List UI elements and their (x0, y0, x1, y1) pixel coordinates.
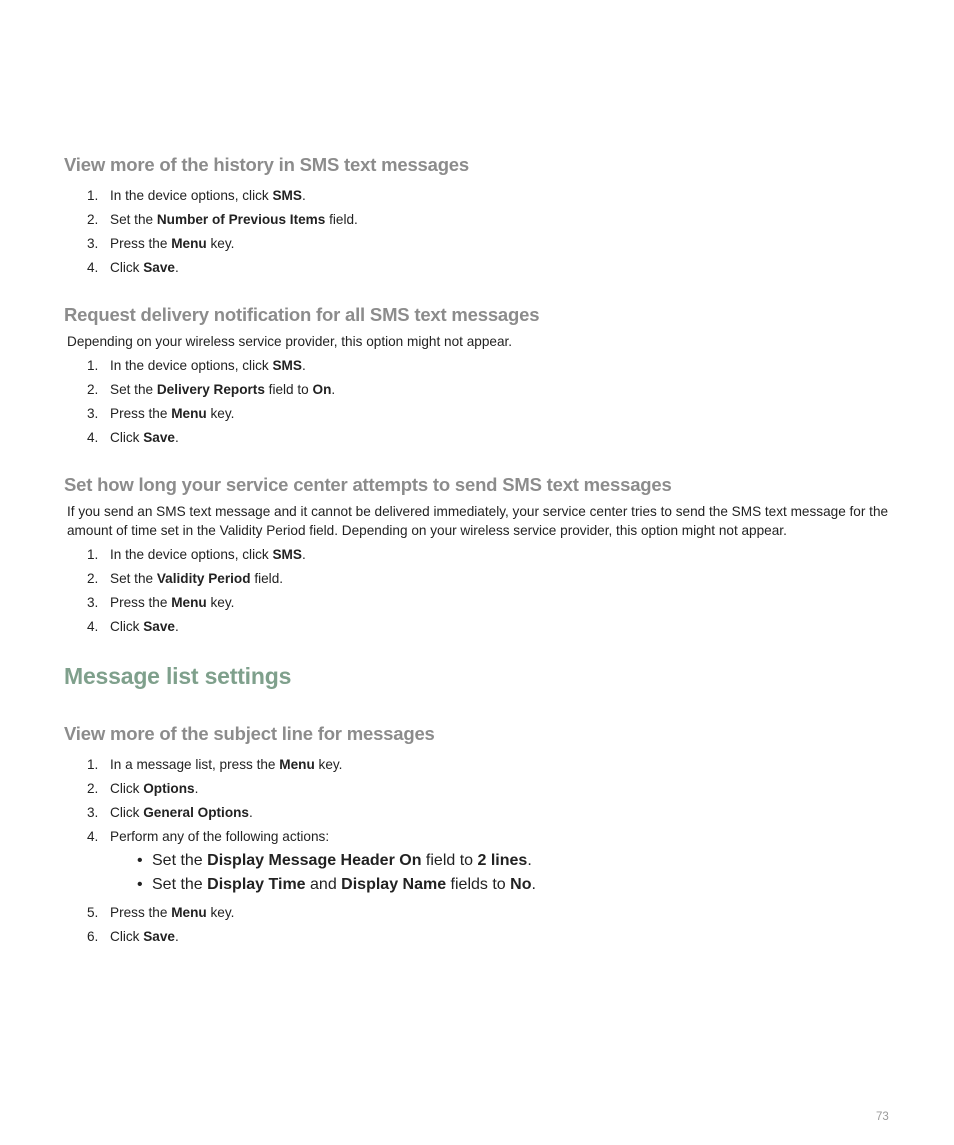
steps-subject-line (64, 753, 342, 849)
heading-validity-period: Set how long your service center attempts to send SMS text messages (64, 474, 672, 495)
bullet-item: • Set the Display Message Header On field to 2 lines. (110, 849, 536, 873)
heading-subject-line: View more of the subject line for messages (64, 723, 435, 744)
heading-delivery-notification: Request delivery notification for all SMS text messages (64, 304, 540, 325)
list-item: 2. Set the Delivery Reports field to On. (87, 382, 336, 397)
steps-sms-history (64, 184, 358, 280)
list-item: 2. Click Options. (87, 781, 199, 796)
list-item: 4. Click Save. (87, 260, 179, 275)
bullet-glyph: • (137, 852, 143, 869)
list-item: 2. Set the Validity Period field. (87, 571, 284, 586)
list-item: 6. Click Save. (87, 929, 179, 944)
bullet-glyph: • (137, 876, 143, 893)
list-item: 4. Click Save. (87, 619, 179, 634)
list-item: 3. Press the Menu key. (87, 406, 235, 421)
section-title: Message list settings (64, 663, 292, 689)
list-item: 4. Perform any of the following actions: (87, 829, 330, 844)
list-item: 5. Press the Menu key. (87, 905, 235, 920)
bullet-list-actions (110, 849, 536, 897)
list-item: 1. In the device options, click SMS. (87, 358, 306, 373)
list-item: 3. Press the Menu key. (87, 236, 235, 251)
steps-validity-period (64, 543, 306, 639)
intro-validity-period: If you send an SMS text message and it cannot be delivered immediately, your service center tries to send the SMS text message for the amount of time set in the Validity Period field. Depending on your wireless service provider, this option might not appear. (67, 504, 889, 538)
page-number: 73 (876, 1111, 889, 1123)
list-item: 1. In a message list, press the Menu key. (87, 757, 343, 772)
list-item: 2. Set the Number of Previous Items field. (87, 212, 358, 227)
list-item: 1. In the device options, click SMS. (87, 188, 306, 203)
steps-subject-line-continued (64, 901, 234, 949)
bullet-item: • Set the Display Time and Display Name fields to No. (110, 873, 536, 897)
steps-delivery-notification (64, 354, 335, 450)
list-item: 4. Click Save. (87, 430, 179, 445)
list-item: 3. Click General Options. (87, 805, 253, 820)
list-item: 1. In the device options, click SMS. (87, 547, 306, 562)
intro-delivery-notification: Depending on your wireless service provider, this option might not appear. (67, 334, 513, 349)
heading-sms-history: View more of the history in SMS text messages (64, 154, 469, 175)
list-item: 3. Press the Menu key. (87, 595, 235, 610)
